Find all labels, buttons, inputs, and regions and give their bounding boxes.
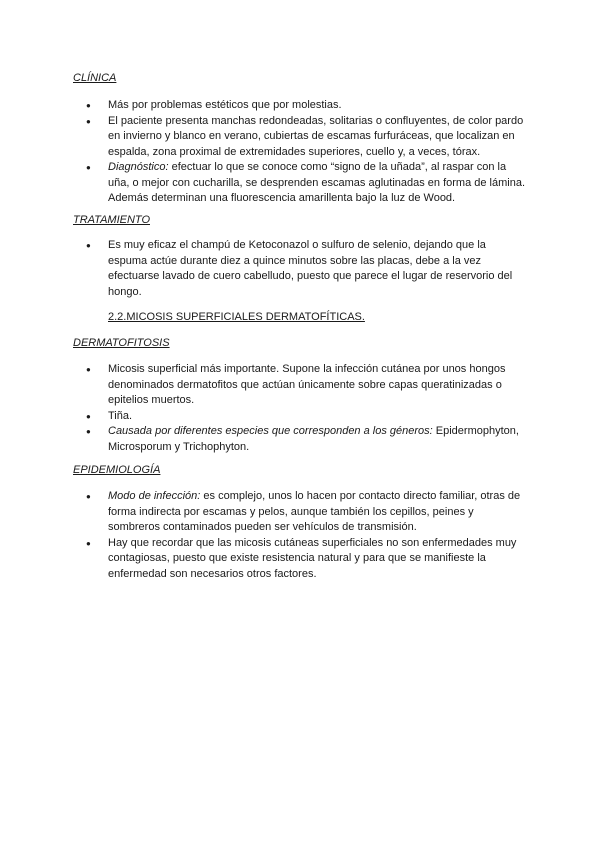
list-item bbox=[0, 160, 528, 207]
item-text: Epidermophyton, Microsporum y Trichophyton. bbox=[108, 425, 519, 453]
list-item bbox=[0, 362, 528, 409]
list-item bbox=[0, 536, 528, 583]
list-item bbox=[0, 489, 528, 536]
item-text: Tiña. bbox=[108, 409, 133, 422]
list-item bbox=[0, 238, 528, 300]
heading-dermatofitosis: DERMATOFITOSIS bbox=[73, 337, 170, 349]
heading-epidemiologia: EPIDEMIOLOGÍA bbox=[73, 464, 161, 476]
list-item bbox=[0, 114, 528, 161]
subsection-title: 2.2.MICOSIS SUPERFICIALES DERMATOFÍTICAS. bbox=[108, 311, 365, 323]
heading-tratamiento: TRATAMIENTO bbox=[73, 214, 150, 226]
item-text: Hay que recordar que las micosis cutáneas superficiales no son enfermedades muy contagiosas, puesto que existe resistencia natural y para que se manifieste la enfermedad son necesarios otros factores. bbox=[108, 536, 517, 580]
list-item bbox=[0, 424, 528, 455]
list-tratamiento bbox=[0, 238, 528, 300]
item-text: Micosis superficial más importante. Supone la infección cutánea por unos hongos denominados dermatofitos que actúan únicamente sobre capas queratinizadas o epitelios muertos. bbox=[108, 363, 506, 406]
list-dermatofitosis bbox=[0, 362, 528, 455]
list-epidemiologia bbox=[0, 489, 528, 582]
item-text: Más por problemas estéticos que por molestias. bbox=[108, 99, 342, 111]
list-item bbox=[0, 98, 528, 114]
item-text: El paciente presenta manchas redondeadas, solitarias o confluyentes, de color pardo en invierno y blanco en verano, cubiertas de escamas furfuráceas, que localizan en espalda, zona proximal de extremidades superiores, cuello y, a veces, tórax. bbox=[108, 114, 524, 158]
item-lead: Diagnóstico: bbox=[108, 161, 169, 173]
item-lead: Modo de infección: bbox=[108, 490, 201, 502]
list-clinica bbox=[0, 98, 528, 207]
heading-clinica: CLÍNICA bbox=[73, 72, 117, 84]
item-lead: Causada por diferentes especies que corresponden a los géneros: bbox=[108, 425, 433, 437]
item-text: Es muy eficaz el champú de Ketoconazol o sulfuro de selenio, dejando que la espuma actúe durante diez a quince minutos sobre las placas, debe a la vez efectuarse lavado de cuero cabelludo, puesto que parece el lugar de reservorio del hongo. bbox=[108, 239, 513, 298]
list-item bbox=[0, 409, 528, 425]
item-text: efectuar lo que se conoce como “signo de la uñada”, al raspar con la uña, o mejor con cucharilla, se desprenden escamas aglutinadas en forma de lámina. Además determinan una fluorescencia amarillenta bajo la luz de Wood. bbox=[108, 161, 526, 204]
item-text: es complejo, unos lo hacen por contacto directo familiar, otras de forma indirecta por escamas y pelos, aunque también los cepillos, peines y sombreros contaminados pueden ser vehículos de transmisión. bbox=[108, 490, 521, 533]
